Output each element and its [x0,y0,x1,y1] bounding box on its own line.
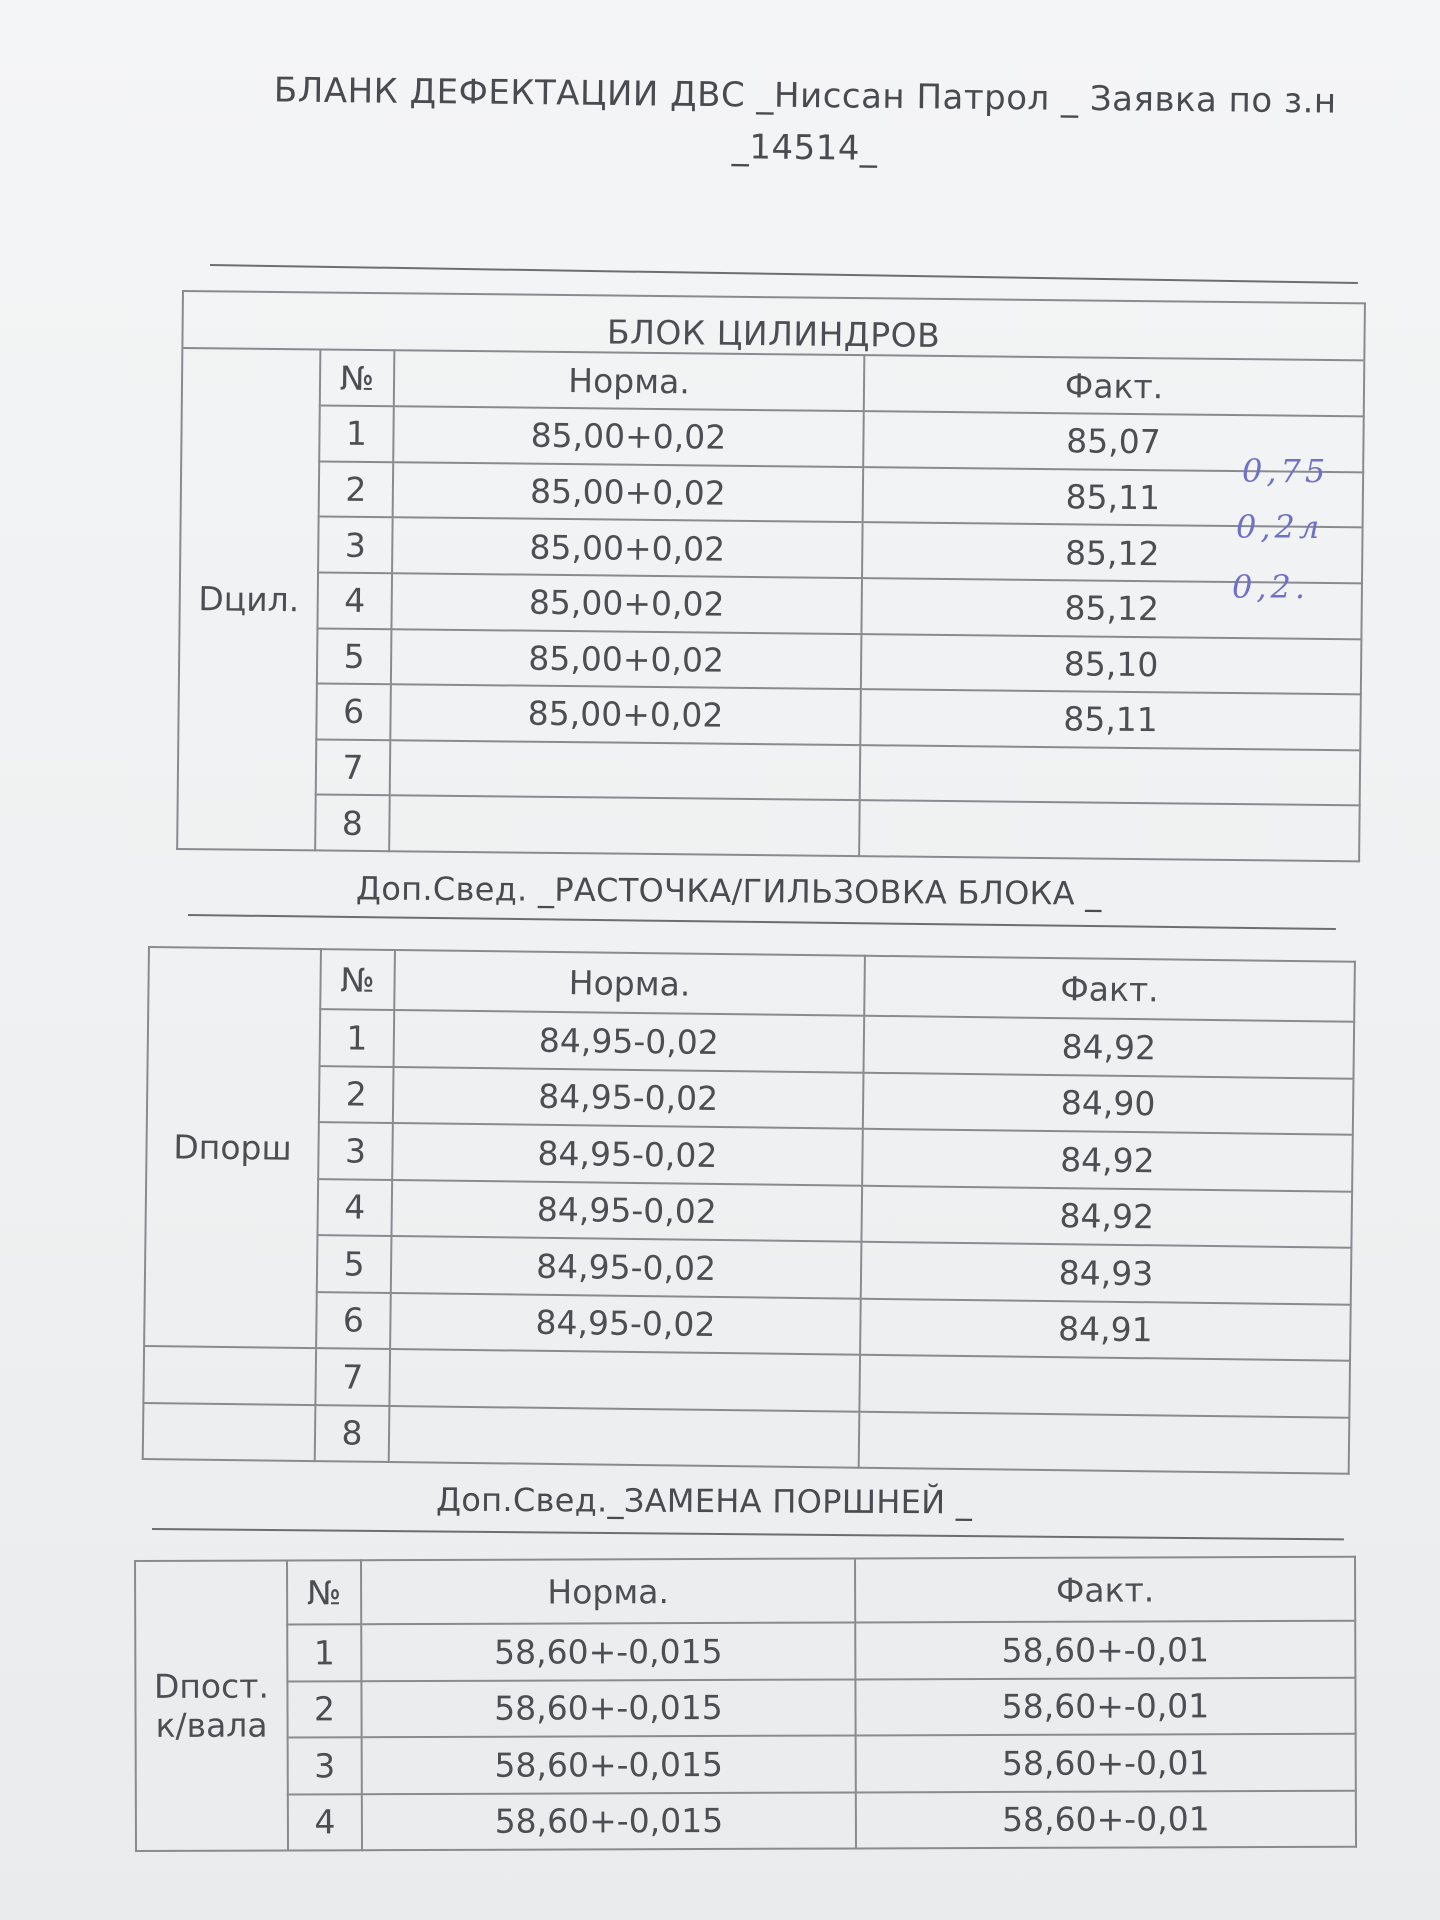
fact-value: 58,60+-0,01 [855,1621,1355,1679]
row-number: 5 [317,628,392,684]
table-row [136,1790,1356,1851]
fact-value: 58,60+-0,01 [856,1790,1356,1848]
column-header-fact: Факт. [864,355,1365,416]
norm-value: 58,60+-0,015 [362,1792,856,1850]
fact-value: 84,92 [864,1016,1355,1078]
fact-value: 84,91 [860,1298,1351,1360]
column-header-fact: Факт. [855,1557,1355,1623]
row-number: 6 [316,684,391,740]
norm-value: 85,00+0,02 [392,517,863,578]
norm-value: 85,00+0,02 [391,573,862,634]
norm-value: 85,00+0,02 [393,462,864,523]
cylinders-caption: БЛОК ЦИЛИНДРОВ [182,291,1365,360]
norm-value [389,1349,860,1411]
column-header-norm: Норма. [394,950,865,1016]
norm-value: 84,95-0,02 [393,1067,864,1129]
norm-value [389,796,860,857]
fact-value: 85,10 [861,634,1362,695]
fact-value: 84,93 [861,1242,1352,1304]
norm-value: 85,00+0,02 [393,406,864,467]
fact-value: 85,12 [862,522,1363,583]
handwritten-note: 0,2л [1236,508,1324,546]
column-header-no: № [287,1560,361,1624]
norm-value: 85,00+0,02 [391,629,862,690]
row-number: 1 [319,405,394,461]
column-header-no: № [320,349,395,406]
norm-value: 84,95-0,02 [392,1123,863,1185]
row-number: 3 [318,517,393,573]
column-header-norm: Норма. [361,1558,855,1624]
row-number: 2 [319,461,394,517]
crankshaft-table [134,1556,1355,1852]
fact-value: 85,07 [863,411,1364,472]
norm-value [390,740,861,801]
pistons-table [142,946,1354,1475]
handwritten-note: 0,2. [1232,568,1310,606]
divider-1 [188,914,1336,930]
norm-value: 84,95-0,02 [391,1236,862,1298]
row-number: 2 [319,1066,394,1123]
row-number: 2 [287,1681,361,1738]
row-number: 5 [317,1235,392,1292]
divider-2 [152,1528,1344,1540]
row-number: 4 [288,1794,362,1851]
crankshaft-label-line-2: к/вала [155,1705,268,1745]
divider-top [210,264,1358,284]
row-number: 7 [316,739,391,795]
cylinders-table [176,290,1364,862]
norm-value: 85,00+0,02 [390,684,861,745]
fact-value: 84,90 [863,1072,1354,1134]
norm-value: 84,95-0,02 [390,1292,861,1354]
row-number: 3 [288,1737,362,1794]
row-number: 6 [316,1292,391,1349]
row-number: 4 [317,1179,392,1236]
row-number: 1 [320,1009,395,1066]
row-number: 7 [315,1348,390,1405]
table-row [135,1677,1355,1738]
fact-value [859,1411,1350,1473]
empty-label-cell [143,1346,316,1405]
pistons-row-label: Dпорш [144,947,321,1348]
fact-value [860,745,1361,806]
crankshaft-row-label [135,1560,288,1851]
fact-value [859,800,1360,861]
fact-value: 85,11 [860,689,1361,750]
norm-value: 84,95-0,02 [394,1010,865,1072]
fact-value: 58,60+-0,01 [855,1677,1355,1735]
row-number: 4 [317,572,392,628]
fact-value: 85,11 [863,467,1364,528]
column-header-norm: Норма. [394,350,865,411]
empty-label-cell [143,1402,316,1461]
table-row [136,1734,1356,1795]
table-row [177,793,1360,861]
row-number: 8 [315,1405,390,1462]
crankshaft-label-line-1: Dпост. [153,1666,270,1706]
fact-value: 85,12 [861,578,1362,639]
row-number: 3 [318,1122,393,1179]
norm-value: 58,60+-0,015 [361,1622,855,1680]
fact-value [859,1355,1350,1417]
norm-value: 84,95-0,02 [391,1180,862,1242]
column-header-no: № [320,949,395,1010]
column-header-fact: Факт. [864,956,1355,1022]
row-number: 8 [315,795,390,851]
row-number: 1 [287,1624,361,1681]
document-title [229,64,1380,180]
pistons-extra-info: Доп.Свед._ЗАМЕНА ПОРШНЕЙ _ [435,1480,973,1522]
table-row [135,1621,1355,1682]
fact-value: 84,92 [862,1129,1353,1191]
cylinders-row-label: Dцил. [177,348,320,850]
fact-value: 84,92 [861,1185,1352,1247]
title-line-1: БЛАНК ДЕФЕКТАЦИИ ДВС _Ниссан Патрол _ Заявка по з.н [273,70,1337,122]
norm-value: 58,60+-0,015 [362,1735,856,1793]
cylinders-extra-info: Доп.Свед. _РАСТОЧКА/ГИЛЬЗОВКА БЛОКА _ [355,869,1102,913]
title-line-2: _14514_ [731,127,878,169]
norm-value [389,1405,860,1467]
fact-value: 58,60+-0,01 [856,1734,1356,1792]
handwritten-note: 0,75 [1242,452,1330,490]
norm-value: 58,60+-0,015 [361,1679,855,1737]
